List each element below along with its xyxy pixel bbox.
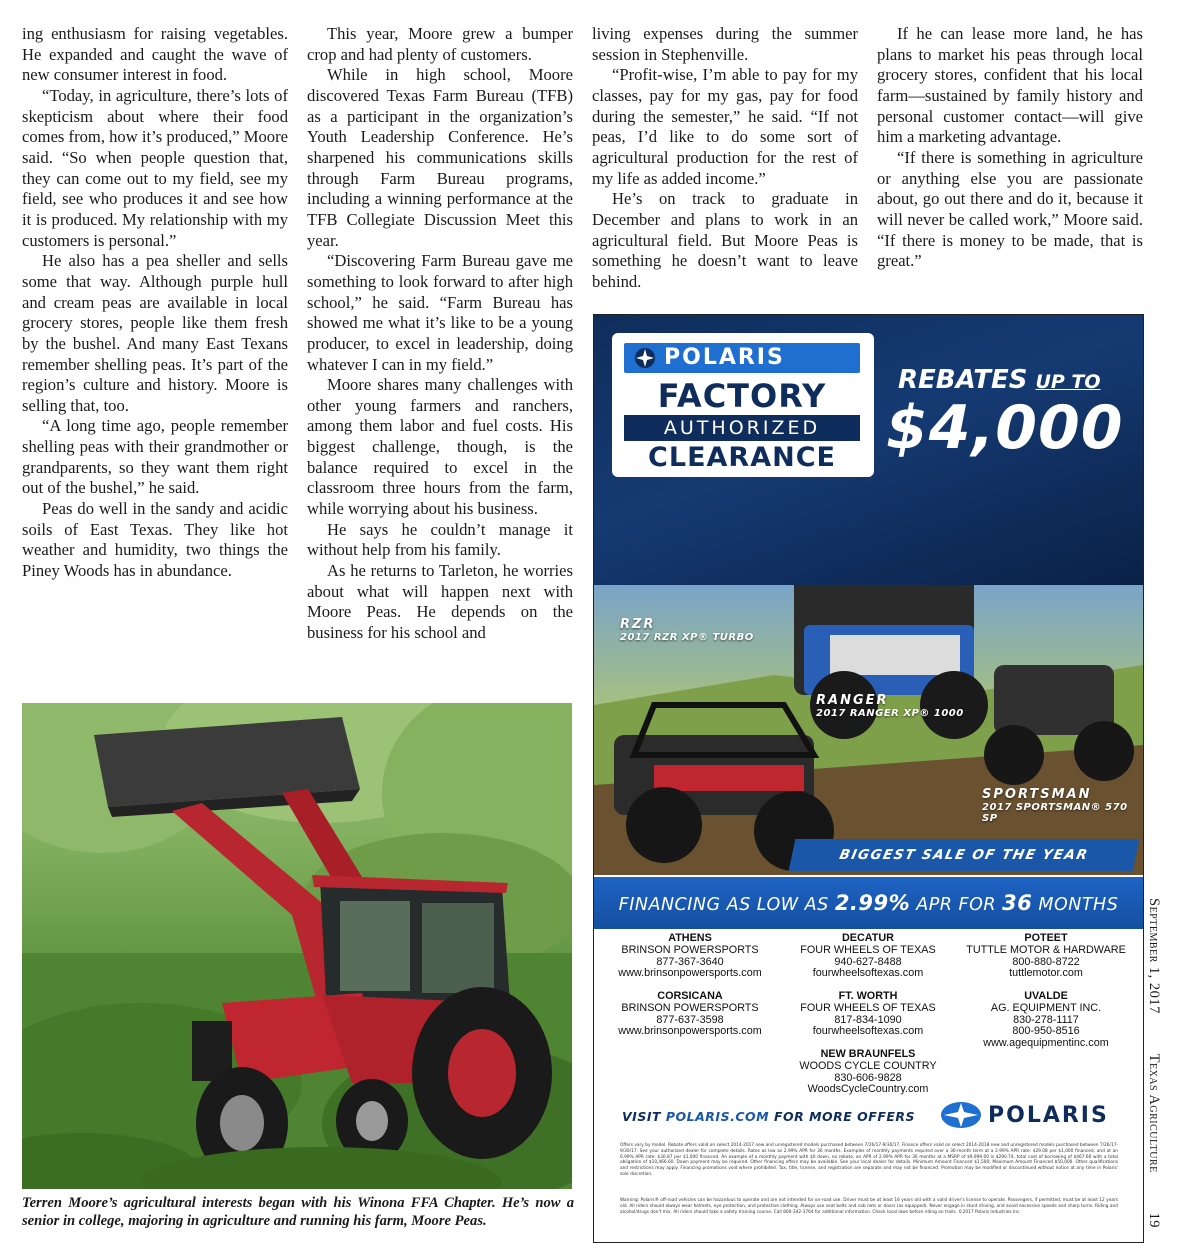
article-paragraph: “Today, in agriculture, there’s lots of skepticism about where their food comes from, how it’s produced,” Moore said. “So when people question that, they can come out to my field, see my field, see who produces it and see how it is produced. My relationship with my customers is personal.” bbox=[22, 85, 288, 250]
financing-months: MONTHS bbox=[1038, 895, 1119, 915]
dealer-city: FT. WORTH bbox=[838, 990, 898, 1002]
dealer-website[interactable]: tuttlemotor.com bbox=[1009, 967, 1083, 980]
article-paragraph: “Discovering Farm Bureau gave me something to look forward to after high school,” he said. “Farm Bureau has showed me what it’s like to be a young producer, to excel in leadership, doing whatever I can in my field.” bbox=[307, 251, 573, 374]
article-paragraph: He also has a pea sheller and sells some that way. Although purple hull and cream peas are available in local grocery stores, people like them fresh by the bushel. And many East Texans remember shelling peas. It’s part of the region’s culture and history. Moore is selling that, too. bbox=[22, 251, 288, 415]
dealer-name: BRINSON POWERSPORTS bbox=[621, 1001, 759, 1014]
polaris-logo bbox=[940, 1101, 1109, 1129]
vehicle-name: SPORTSMAN bbox=[982, 787, 1092, 802]
dealer-website[interactable]: www.brinsonpowersports.com bbox=[618, 1025, 762, 1038]
vehicle-label-ranger bbox=[816, 693, 964, 719]
vehicle-name: RZR bbox=[620, 617, 656, 632]
financing-apr-for: APR FOR bbox=[916, 895, 996, 915]
article-paragraph: If he can lease more land, he has plans to market his peas through local grocery stores, confident that his local farm—sustained by family history and personal customer contact—will give him a marketing advantage. bbox=[877, 24, 1143, 147]
page-folio-sidebar bbox=[1137, 880, 1167, 1230]
dealer-phone: 940-627-8488 bbox=[834, 955, 902, 968]
polaris-website-link[interactable]: POLARIS.COM bbox=[665, 1109, 770, 1124]
headline-factory: FACTORY bbox=[657, 377, 827, 415]
rebate-amount: $4,000 bbox=[886, 393, 1124, 463]
dealer-name: FOUR WHEELS OF TEXAS bbox=[800, 1001, 936, 1014]
dealer-city: POTEET bbox=[1024, 932, 1068, 944]
rebates-label bbox=[898, 365, 1101, 395]
biggest-sale-banner: BIGGEST SALE OF THE YEAR bbox=[789, 839, 1140, 871]
dealer-city: ATHENS bbox=[668, 932, 712, 944]
dealer-phone: 817-834-1090 bbox=[834, 1013, 902, 1026]
article-paragraph: “Profit-wise, I’m able to pay for my classes, pay for my gas, pay for food during the semester,” he said. “If not peas, I’d like to do some sort of agricultural production for the rest of my life as added income.” bbox=[592, 65, 858, 188]
visit-suffix: FOR MORE OFFERS bbox=[773, 1109, 916, 1124]
article-paragraph: living expenses during the summer session in Stephenville. bbox=[592, 24, 858, 64]
dealer-website[interactable]: fourwheelsoftexas.com bbox=[812, 967, 924, 980]
dealer-phone: 877-637-3598 bbox=[656, 1013, 724, 1026]
financing-prefix: FINANCING AS LOW AS bbox=[618, 895, 829, 915]
ad-fine-print-warning: Warning: Polaris® off-road vehicles can be hazardous to operate and are not intended for on-road use. Driver must be at least 16 years old with a valid driver's license to operate. Passengers, if permitted, must be at least 12 years old. All riders should always wear helmets, eye protection, and protective clothing. Always use seat belts and cab nets or doors (as equipped). Never engage in stunt driving, and avoid excessive speeds and sharp turns. Riding and alcohol/drugs don't mix. All riders should take a safety training course. Call 800-342-3764 for additional information. Check local laws before riding on trails. ©2017 Polaris Industries Inc. bbox=[620, 1198, 1118, 1215]
dealer-city: DECATUR bbox=[842, 932, 894, 944]
article-column-2 bbox=[307, 24, 573, 644]
article-column-1 bbox=[22, 24, 288, 582]
dealer-phone: 877-367-3640 bbox=[656, 955, 724, 968]
dealer-phone: 830-606-9828 bbox=[834, 1071, 902, 1084]
headline-authorized: AUTHORIZED bbox=[624, 415, 860, 441]
dealer-listing bbox=[606, 933, 774, 980]
tractor-illustration bbox=[22, 703, 572, 1189]
polaris-star-icon bbox=[634, 347, 656, 369]
article-paragraph: While in high school, Moore discovered Texas Farm Bureau (TFB) as a participant in the organization’s Youth Leadership Conference. He’s sharpened his communications skills through Farm Bureau programs, including a winning performance at the TFB Collegiate Discussion Meet this year. bbox=[307, 65, 573, 250]
article-paragraph: “A long time ago, people remember shelling peas with their grandmother or grandparents, so they want them right out of the bushel,” he said. bbox=[22, 416, 288, 498]
article-paragraph: He’s on track to graduate in December and plans to work in an agricultural field. But Moore Peas is something he doesn’t want to leave behind. bbox=[592, 189, 858, 291]
vehicle-label-rzr bbox=[620, 617, 754, 643]
tractor-photo bbox=[22, 703, 572, 1189]
dealer-phone: 830-278-1117 bbox=[1013, 1013, 1079, 1026]
dealer-city: CORSICANA bbox=[657, 990, 723, 1002]
vehicle-model: 2017 RANGER XP® 1000 bbox=[816, 708, 964, 719]
article-paragraph: Moore shares many challenges with other young farmers and ranchers, among them labor and fuel costs. His biggest challenge, though, is the balance required to excel in the classroom three hours from the farm, while worrying about his business. bbox=[307, 375, 573, 519]
dealer-listing bbox=[606, 991, 774, 1038]
financing-rate: 2.99% bbox=[834, 891, 911, 915]
photo-caption: Terren Moore’s agricultural interests began with his Winona FFA Chapter. He’s now a senior in college, majoring in agriculture and running his farm, Moore Peas. bbox=[22, 1195, 574, 1230]
dealer-name: BRINSON POWERSPORTS bbox=[621, 943, 759, 956]
dealer-website[interactable]: WoodsCycleCountry.com bbox=[807, 1083, 929, 1096]
financing-months-number: 36 bbox=[1002, 891, 1033, 915]
article-paragraph: “If there is something in agriculture or anything else you are passionate about, go out there and do it, because it will never be called work,” Moore said. “If there is money to be made, that is great.” bbox=[877, 147, 1143, 271]
polaris-advertisement bbox=[593, 314, 1144, 1243]
page-number: 19 bbox=[1146, 1212, 1163, 1228]
dealer-name: TUTTLE MOTOR & HARDWARE bbox=[966, 943, 1126, 956]
dealer-listing bbox=[962, 933, 1130, 980]
vehicle-name: RANGER bbox=[816, 693, 889, 708]
rebates-text: REBATES bbox=[898, 365, 1028, 395]
dealer-website[interactable]: fourwheelsoftexas.com bbox=[812, 1025, 924, 1038]
polaris-star-icon bbox=[940, 1101, 982, 1129]
dealer-name: WOODS CYCLE COUNTRY bbox=[799, 1059, 937, 1072]
dealer-website[interactable]: www.agequipmentinc.com bbox=[983, 1037, 1109, 1050]
dealer-listing bbox=[962, 991, 1130, 1050]
dealer-listing bbox=[784, 1049, 952, 1096]
headline-clearance: CLEARANCE bbox=[624, 441, 860, 475]
dealer-city: UVALDE bbox=[1024, 990, 1068, 1002]
dealer-name: AG. EQUIPMENT INC. bbox=[990, 1001, 1102, 1014]
article-paragraph: He says he couldn’t manage it without help from his family. bbox=[307, 519, 573, 560]
article-column-3 bbox=[592, 24, 858, 293]
article-paragraph: This year, Moore grew a bumper crop and had plenty of customers. bbox=[307, 24, 573, 64]
article-paragraph: ing enthusiasm for raising vegetables. He expanded and caught the wave of new consumer interest in food. bbox=[22, 24, 288, 85]
polaris-logo-bar bbox=[624, 343, 860, 373]
logo-brand-name: POLARIS bbox=[988, 1102, 1109, 1128]
visit-polaris-line bbox=[622, 1109, 915, 1124]
dealer-phone: 800-950-8516 bbox=[1012, 1025, 1080, 1038]
dealer-city: NEW BRAUNFELS bbox=[820, 1048, 916, 1060]
visit-prefix: VISIT bbox=[622, 1109, 662, 1124]
dealer-phone: 800-880-8722 bbox=[1012, 955, 1080, 968]
vehicle-model: 2017 SPORTSMAN® 570 SP bbox=[982, 802, 1128, 824]
article-paragraph: Peas do well in the sandy and acidic soils of East Texas. They like hot weather and humidity, two things the Piney Woods has in abundance. bbox=[22, 499, 288, 581]
publication-name: Texas Agriculture bbox=[1146, 1053, 1163, 1173]
brand-name: POLARIS bbox=[664, 345, 785, 370]
up-to-text: UP TO bbox=[1035, 371, 1101, 393]
dealer-listing bbox=[784, 933, 952, 980]
financing-banner bbox=[594, 877, 1143, 929]
vehicle-model: 2017 RZR XP® TURBO bbox=[620, 632, 754, 643]
ad-fine-print-offers: Offers vary by model. Rebate offers valid on select 2014-2017 new and unregistered models purchased between 7/26/17-9/30/17. Finance offers valid on select 2014-2018 new and unregistered models purchased between 7/26/17-9/30/17. See your authorized dealer for complete details. Rates as low as 2.99% APR for 36 months. Examples of monthly payments required over a 36-month term at a 2.99% APR rate: $29.08 per $1,000 financed, and at an 6.99% APR rate: $30.87 per $1,000 financed. An example of a monthly payment with $0 down, no rebate, an APR of 2.99% APR for 36 months at a MSRP of $9,999.00 is $290.74, total cost of borrowing of $467.60 with a total obligation of $10,466.60. Down payment may be required. Other financing offers may be available. See your local dealer for details. Minimum Amount Financed $1,500; Maximum Amount Financed $50,000. Other qualifications and restrictions may apply. Financing promotions void where prohibited. Tax, title, license, and registration are separate and may not be financed. Promotion may be modified or discontinued without notice at any time in Polaris' sole discretion. bbox=[620, 1143, 1118, 1177]
dealer-listing bbox=[784, 991, 952, 1038]
article-paragraph: As he returns to Tarleton, he worries about what will happen next with Moore Peas. He depends on the business for his school and bbox=[307, 561, 573, 643]
article-column-4 bbox=[877, 24, 1143, 272]
issue-date: September 1, 2017 bbox=[1146, 898, 1163, 1014]
folio-text bbox=[1143, 898, 1165, 1228]
dealer-website[interactable]: www.brinsonpowersports.com bbox=[618, 967, 762, 980]
dealer-name: FOUR WHEELS OF TEXAS bbox=[800, 943, 936, 956]
vehicle-label-sportsman bbox=[982, 787, 1143, 824]
